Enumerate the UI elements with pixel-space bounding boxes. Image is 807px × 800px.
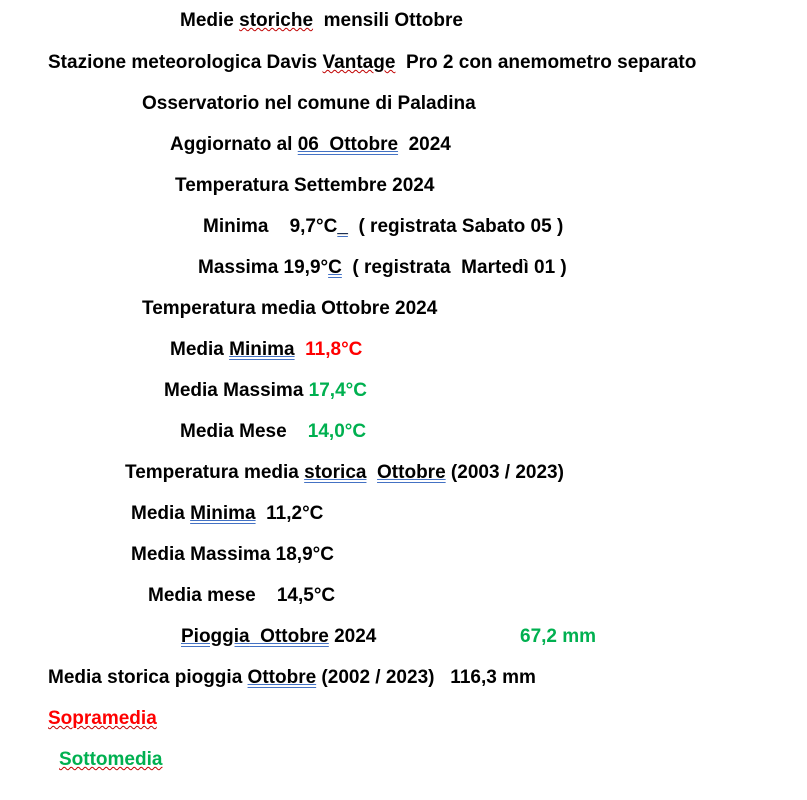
october-mean-max-label: Media Massima — [164, 380, 309, 401]
historical-mean-min-label: Media — [131, 503, 191, 524]
historical-heading-part: Temperatura media — [125, 462, 305, 483]
historical-heading-month: Ottobre — [377, 462, 446, 483]
october-mean-max-value: 17,4°C — [308, 380, 367, 401]
observatory-line: Osservatorio nel comune di Paladina — [142, 93, 476, 114]
title-part: mensili Ottobre — [313, 10, 463, 31]
historical-heading-space — [366, 462, 377, 483]
updated-date: 06 Ottobre — [297, 134, 399, 155]
page-title — [180, 9, 463, 33]
september-min-note: ( registrata Sabato 05 ) — [347, 216, 564, 237]
october-mean-max — [164, 379, 367, 403]
station-part: Stazione meteorologica Davis — [48, 52, 323, 73]
station-vantage: Vantage — [322, 52, 396, 73]
october-mean-min-label: Media — [170, 339, 230, 360]
rain-label: Pioggia — [181, 626, 250, 647]
historical-heading-range: (2003 / 2023) — [445, 462, 564, 483]
historical-heading — [125, 461, 564, 485]
station-line — [48, 51, 696, 75]
october-mean-min-value: 11 — [294, 339, 326, 360]
september-min-value: Minima 9,7°C — [203, 216, 338, 237]
rain-historical-label: Media storica pioggia — [48, 667, 248, 688]
september-max-note: ( registrata Martedì 01 ) — [341, 257, 567, 278]
september-min-mark: _ — [337, 216, 348, 237]
rain-year: 2024 — [328, 626, 377, 647]
october-mean-min-word: Minima — [229, 339, 295, 360]
rain-october — [181, 625, 376, 649]
rain-historical — [48, 666, 536, 690]
rain-historical-value: (2002 / 2023) 116,3 mm — [316, 667, 536, 688]
september-min — [203, 215, 563, 239]
legend-above-average: Sopramedia — [48, 708, 157, 729]
updated-line — [170, 133, 451, 157]
october-mean-month — [180, 420, 366, 444]
station-part: Pro 2 con anemometro separato — [395, 52, 697, 73]
updated-year: 2024 — [398, 134, 451, 155]
updated-label: Aggiornato al — [170, 134, 298, 155]
october-mean-month-label: Media Mese — [180, 421, 308, 442]
october-mean-month-value: 14,0°C — [307, 421, 367, 442]
rain-month: Ottobre — [249, 626, 329, 647]
historical-mean-min — [131, 502, 323, 526]
legend-below-average: Sottomedia — [59, 749, 163, 770]
rain-historical-month: Ottobre — [247, 667, 317, 688]
historical-mean-min-value: 11,2°C — [255, 503, 324, 524]
historical-mean-min-word: Minima — [190, 503, 256, 524]
october-mean-min-value-rest: ,8°C — [325, 339, 363, 360]
september-heading: Temperatura Settembre 2024 — [175, 175, 435, 196]
historical-mean-month: Media mese 14,5°C — [148, 585, 336, 606]
september-max — [198, 256, 567, 280]
historical-heading-storica: storica — [304, 462, 367, 483]
october-mean-min — [170, 338, 362, 362]
title-part: Medie — [180, 10, 240, 31]
september-max-unit: C — [328, 257, 342, 278]
september-max-value: Massima 19,9° — [198, 257, 329, 278]
october-heading: Temperatura media Ottobre 2024 — [142, 298, 438, 319]
rain-october-value: 67,2 mm — [520, 626, 597, 647]
historical-mean-max: Media Massima 18,9°C — [131, 544, 334, 565]
title-part-storiche: storiche — [239, 10, 314, 31]
